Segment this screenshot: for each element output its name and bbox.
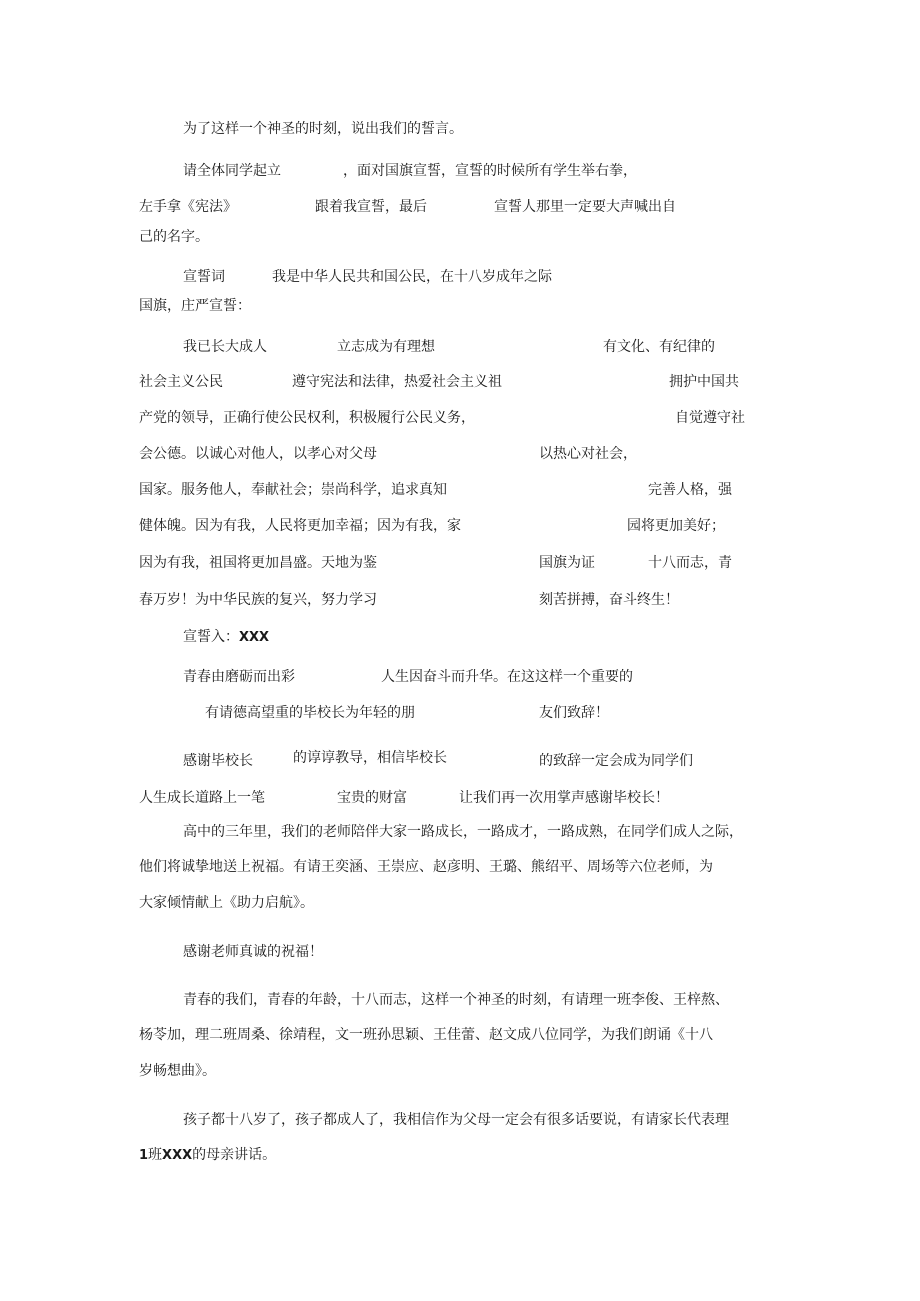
text-line: 社会主义公民 xyxy=(139,374,223,390)
oath-person-name: XXX xyxy=(239,630,270,645)
text-line: 岁畅想曲》。 xyxy=(139,1063,216,1079)
text-line: 他们将诚挚地送上祝福。有请王奕涵、王崇应、赵彦明、王璐、熊绍平、周场等六位老师，为 xyxy=(139,859,713,875)
oath-person-line xyxy=(183,627,269,648)
text-line: 为了这样一个神圣的时刻，说出我们的誓言。 xyxy=(183,121,463,137)
text-line: 我已长大成人 xyxy=(183,339,267,355)
text-line: 园将更加美好； xyxy=(627,518,725,534)
parent-speech-line xyxy=(139,1145,276,1166)
text-line: 友们致辞！ xyxy=(539,705,609,721)
text-line: 我是中华人民共和国公民，在十八岁成年之际 xyxy=(272,269,552,285)
text-line: 自觉遵守社 xyxy=(675,410,745,426)
text-line: 的致辞一定会成为同学们 xyxy=(539,753,693,769)
text-line: 宣誓词 xyxy=(183,269,225,285)
text-line: 有请德高望重的毕校长为年轻的朋 xyxy=(205,705,415,721)
text-line: 请全体同学起立 xyxy=(183,163,281,179)
text-line: 立志成为有理想 xyxy=(337,339,435,355)
class-number: 1 xyxy=(139,1148,149,1163)
text-line: 杨苓加，理二班周桑、徐靖程，文一班孙思颖、王佳蕾、赵文成八位同学，为我们朗诵《十八 xyxy=(139,1027,713,1043)
text-line: 以热心对社会， xyxy=(539,446,637,462)
text-line: 人生因奋斗而升华。在这这样一个重要的 xyxy=(381,669,633,685)
text-line: 会公德。以诚心对他人，以孝心对父母 xyxy=(139,446,377,462)
text-line: 宣誓人那里一定要大声喊出自 xyxy=(494,199,676,215)
text-line: 完善人格，强 xyxy=(648,482,732,498)
text-line: 孩子都十八岁了，孩子都成人了，我相信作为父母一定会有很多话要说，有请家长代表理 xyxy=(183,1112,729,1128)
text-line: 感谢老师真诚的祝福！ xyxy=(183,944,323,960)
text-line: 刻苦拼搏，奋斗终生！ xyxy=(539,592,679,608)
text-line: 跟着我宣誓，最后 xyxy=(315,199,427,215)
text-line: 高中的三年里，我们的老师陪伴大家一路成长，一路成才，一路成熟，在同学们成人之际， xyxy=(183,824,743,840)
class-label: 班 xyxy=(148,1147,163,1163)
text-line: 己的名字。 xyxy=(139,229,209,245)
text-line: 遵守宪法和法律，热爱社会主义祖 xyxy=(292,374,502,390)
text-line: 有文化、有纪律的 xyxy=(603,339,715,355)
text-line: 拥护中国共 xyxy=(669,374,739,390)
text-line: 国旗为证 xyxy=(539,555,595,571)
student-name: XXX xyxy=(162,1148,193,1163)
text-line: 青春的我们，青春的年龄，十八而志，这样一个神圣的时刻，有请理一班李俊、王梓熬、 xyxy=(183,992,729,1008)
text-line: 因为有我，祖国将更加昌盛。天地为鉴 xyxy=(139,555,377,571)
oath-person-label: 宣誓入： xyxy=(183,629,239,645)
text-line: 大家倾情献上《助力启航》。 xyxy=(139,895,314,911)
text-line: 感谢毕校长 xyxy=(183,753,253,769)
text-line: 左手拿《宪法》 xyxy=(139,199,237,215)
text-line: 产党的领导，正确行使公民权利，积极履行公民义务， xyxy=(139,410,475,426)
text-line: 青春由磨砺而出彩 xyxy=(183,669,295,685)
text-line: 让我们再一次用掌声感谢毕校长！ xyxy=(459,790,669,806)
text-line: ，面对国旗宣誓，宣誓的时候所有学生举右拳， xyxy=(343,163,637,179)
text-line: 健体魄。因为有我，人民将更加幸福；因为有我，家 xyxy=(139,518,461,534)
text-line: 的谆谆教导，相信毕校长 xyxy=(293,750,447,766)
text-line: 十八而志，青 xyxy=(648,555,732,571)
text-line: 国家。服务他人，奉献社会；崇尚科学，追求真知 xyxy=(139,482,447,498)
text-line: 宝贵的财富 xyxy=(337,790,407,806)
text-line: 春万岁！为中华民族的复兴，努力学习 xyxy=(139,592,377,608)
text-line: 人生成长道路上一笔 xyxy=(139,790,265,806)
speech-text: 的母亲讲话。 xyxy=(192,1147,277,1163)
text-line: 国旗，庄严宣誓： xyxy=(139,298,251,314)
